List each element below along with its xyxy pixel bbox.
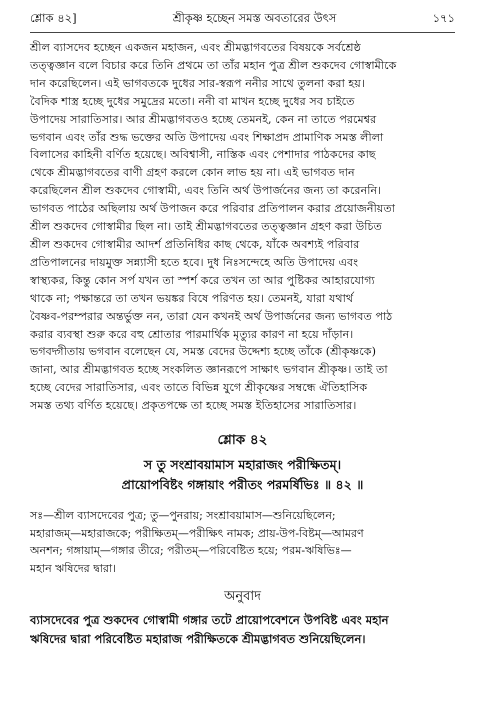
- translation-heading: অনুবাদ: [224, 589, 261, 605]
- page-number: ১৭১: [432, 11, 455, 25]
- header-verse-ref: শ্লোক ৪২]: [30, 11, 77, 25]
- header-chapter-title: শ্রীকৃষ্ণ হচ্ছেন সমস্ত অবতারের উৎস: [172, 11, 337, 25]
- verse-heading: শ্লোক ৪২: [217, 432, 268, 449]
- sanskrit-verse: স তু সংশ্রাবয়ামাস মহারাজং পরীক্ষিতম্। প্রায়োপবিষ্টং গঙ্গায়াং পরীতং পরমর্ষিভিঃ ॥ ৪২ ॥: [121, 457, 364, 493]
- book-page: [30, 10, 455, 649]
- translation-text: ব্যাসদেবের পুত্র শুকদেব গোস্বামী গঙ্গার তটে প্রায়োপবেশনে উপবিষ্ট এবং মহান ঋষিদের দ্বারা পরিবেষ্টিত মহারাজ পরীক্ষিতকে শ্রীমদ্ভাগবত শুনিয়েছিলেন।: [30, 613, 389, 647]
- purport-paragraph: শ্রীল ব্যাসদেব হচ্ছেন একজন মহাজন, এবং শ্রীমদ্ভাগবতের বিষয়কে সর্বশ্রেষ্ঠ তত্ত্বজ্ঞান বলে বিচার করে তিনি প্রথমে তা তাঁর মহান পুত্র শ্রীল শুকদেব গোস্বামীকে দান করেছিলেন। এই ভাগবতকে দুধের সার-স্বরূপ ননীর সাথে তুলনা করা হয়। বৈদিক শাস্ত্র হচ্ছে দুধের সমুদ্রের মতো। ননী বা মাখন হচ্ছে দুধের সব চাইতে উপাদেয় সারাতিসার। আর শ্রীমদ্ভাগবতও হচ্ছে তেমনই, কেন না তাতে পরমেশ্বর ভগবান এবং তাঁর শুদ্ধ ভক্তের অতি উপাদেয় এবং শিক্ষাপ্রদ প্রামাণিক সমস্ত লীলা বিলাসের কাহিনী বর্ণিত হয়েছে। অবিশ্বাসী, নাস্তিক এবং পেশাদার পাঠকদের কাছ থেকে শ্রীমদ্ভাগবতের বাণী গ্রহণ করলে কোন লাভ হয় না। এই ভাগবত দান করেছিলেন শ্রীল শুকদেব গোস্বামী, এবং তিনি অর্থ উপার্জনের জন্য তা করেননি। ভাগবত পাঠের অছিলায় অর্থ উপাজন করে পরিবার প্রতিপালন করার প্রয়োজনীয়তা শ্রীল শুকদেব গোস্বামীর ছিল না। তাই শ্রীমদ্ভাগবতের তত্ত্বজ্ঞান গ্রহণ করা উচিত শ্রীল শুকদেব গোস্বামীর আদর্শ প্রতিনিধির কাছ থেকে, যাঁকে অবশ্যই পরিবার প্রতিপালনের দায়মুক্ত সন্ন্যাসী হতে হবে। দুধ নিঃসন্দেহে অতি উপাদেয় এবং স্বাস্থ্যকর, কিন্তু কোন সর্প যখন তা স্পর্শ করে তখন তা আর পুষ্টিকর আহারযোগ্য থাকে না; পক্ষান্তরে তা তখন ভয়ঙ্কর বিষে পরিণত হয়। তেমনই, যারা যথার্থ বৈষ্ণব-পরম্পরার অন্তর্ভুক্ত নন, তারা যেন কখনই অর্থ উপার্জনের জন্য ভাগবত পাঠ করার ব্যবস্থা শুরু করে বহু শ্রোতার পারমার্থিক মৃত্যুর কারণ না হয়ে দাঁড়ান। ভগবদ্গীতায় ভগবান বলেছেন যে, সমস্ত বেদের উদ্দেশ্য হচ্ছে তাঁকে (শ্রীকৃষ্ণকে) জানা, আর শ্রীমদ্ভাগবত হচ্ছে সংকলিত জ্ঞানরূপে সাক্ষাৎ ভগবান শ্রীকৃষ্ণ। তাই তা হচ্ছে বেদের সারাতিসার, এবং তাতে বিভিন্ন যুগে শ্রীকৃষ্ণের সম্বন্ধে ঐতিহাসিক সমস্ত তথ্য বর্ণিত হয়েছে। প্রকৃতপক্ষে তা হচ্ছে সমস্ত ইতিহাসের সারাতিসার।: [30, 41, 397, 413]
- word-synonyms: সঃ—শ্রীল ব্যাসদেবের পুত্র; তু—পুনরায়; সংশ্রাবয়ামাস—শুনিয়েছিলেন; মহারাজম্—মহারাজকে; পরীক্ষিতম্—পরীক্ষিৎ নামক; প্রায়-উপ-বিষ্টম্—আমরণ অনশন; গঙ্গায়াম্—গঙ্গার তীরে; পরীতম্—পরিবেষ্টিত হয়ে; পরম-ঋষিভিঃ— মহান ঋষিদের দ্বারা।: [30, 509, 364, 575]
- running-header: [30, 10, 455, 33]
